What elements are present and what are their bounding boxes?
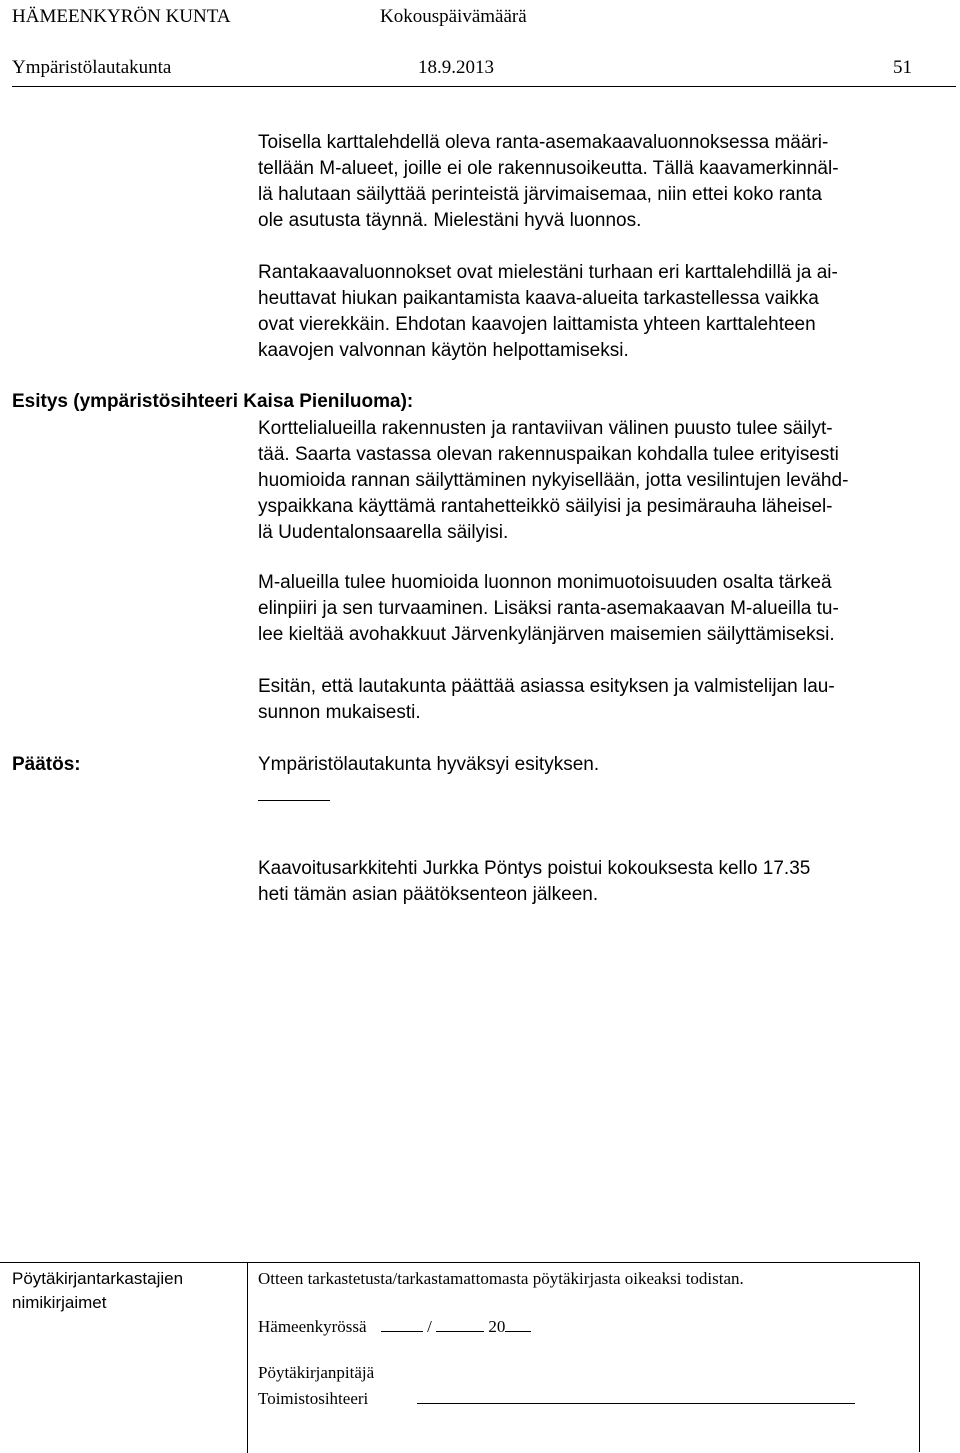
text-line: Korttelialueilla rakennusten ja rantaviivan välinen puusto tulee säilyt-	[258, 418, 833, 439]
text-line: sunnon mukaisesti.	[258, 702, 421, 723]
place-name: Hämeenkyrössä	[258, 1317, 367, 1336]
separator-line	[258, 800, 330, 801]
page-number: 51	[893, 57, 912, 78]
board-name: Ympäristölautakunta	[12, 57, 172, 78]
year-blank	[505, 1313, 531, 1332]
text-line: elinpiiri ja sen turvaaminen. Lisäksi ranta-asemakaavan M-alueilla tu-	[258, 598, 839, 619]
paragraph-1	[258, 130, 958, 234]
paragraph-5	[258, 674, 958, 726]
keeper-title: Toimistosihteeri	[258, 1389, 369, 1408]
certification-block	[258, 1267, 855, 1411]
inspectors-initials-label	[12, 1267, 242, 1315]
text-line: tellään M-alueet, joille ei ole rakennusoikeutta. Tällä kaavamerkinnäl-	[258, 158, 839, 179]
header-rule	[12, 86, 956, 87]
meeting-date: 18.9.2013	[418, 57, 494, 78]
paragraph-6	[258, 856, 958, 908]
municipality-name: HÄMEENKYRÖN KUNTA	[12, 6, 231, 27]
footer-divider	[247, 1263, 248, 1453]
year-prefix: 20	[488, 1317, 506, 1336]
paragraph-2	[258, 260, 958, 364]
text-line: heti tämän asian päätöksenteon jälkeen.	[258, 884, 599, 905]
text-line: ole asutusta täynnä. Mielestäni hyvä luonnos.	[258, 210, 642, 231]
document-type: Kokouspäivämäärä	[380, 6, 527, 27]
text-line: Kaavoitusarkkitehti Jurkka Pöntys poistui kokouksesta kello 17.35	[258, 858, 811, 879]
paragraph-3	[258, 416, 958, 546]
text-line: Ympäristölautakunta hyväksyi esityksen.	[258, 754, 600, 775]
day-blank	[381, 1313, 423, 1332]
keeper-title-line	[258, 1385, 855, 1411]
signature-blank	[417, 1385, 855, 1404]
text-line: lä Uudentalonsaarella säilyisi.	[258, 522, 509, 543]
text-line: Rantakaavaluonnokset ovat mielestäni turhaan eri karttalehdillä ja ai-	[258, 262, 838, 283]
decision-text	[258, 752, 958, 778]
text-line: kaavojen valvonnan käytön helpottamiseksi.	[258, 340, 629, 361]
place-date-line	[258, 1313, 855, 1339]
text-line: tää. Saarta vastassa olevan rakennuspaikan kohdalla tulee erityisesti	[258, 444, 839, 465]
text-line: huomioida rannan säilyttäminen nykyisellään, jotta vesilintujen levähd-	[258, 470, 849, 491]
text-line: ovat vierekkäin. Ehdotan kaavojen laittamista yhteen karttalehteen	[258, 314, 816, 335]
paragraph-4	[258, 570, 958, 648]
text-line: lä halutaan säilyttää perinteistä järvimaisemaa, niin ettei koko ranta	[258, 184, 822, 205]
month-blank	[436, 1313, 484, 1332]
decision-label: Päätös:	[12, 754, 81, 775]
text-line: Esitän, että lautakunta päättää asiassa esityksen ja valmistelijan lau-	[258, 676, 835, 697]
inspectors-label-line-2: nimikirjaimet	[12, 1293, 107, 1312]
text-line: M-alueilla tulee huomioida luonnon monimuotoisuuden osalta tärkeä	[258, 572, 832, 593]
proposal-heading: Esitys (ympäristösihteeri Kaisa Pieniluoma):	[12, 391, 414, 412]
signature-footer	[0, 1262, 920, 1452]
text-line: yspaikkana käyttämä rantahetteikkö säilyisi ja pesimärauha läheisel-	[258, 496, 833, 517]
date-slash: /	[427, 1317, 432, 1336]
certification-text: Otteen tarkastetusta/tarkastamattomasta pöytäkirjasta oikeaksi todistan.	[258, 1269, 744, 1288]
keeper-label: Pöytäkirjanpitäjä	[258, 1363, 375, 1382]
text-line: heuttavat hiukan paikantamista kaava-alueita tarkastellessa vaikka	[258, 288, 819, 309]
text-line: lee kieltää avohakkuut Järvenkylänjärven maisemien säilyttämiseksi.	[258, 624, 835, 645]
inspectors-label-line-1: Pöytäkirjantarkastajien	[12, 1269, 184, 1288]
text-line: Toisella karttalehdellä oleva ranta-asemakaavaluonnoksessa määri-	[258, 132, 829, 153]
